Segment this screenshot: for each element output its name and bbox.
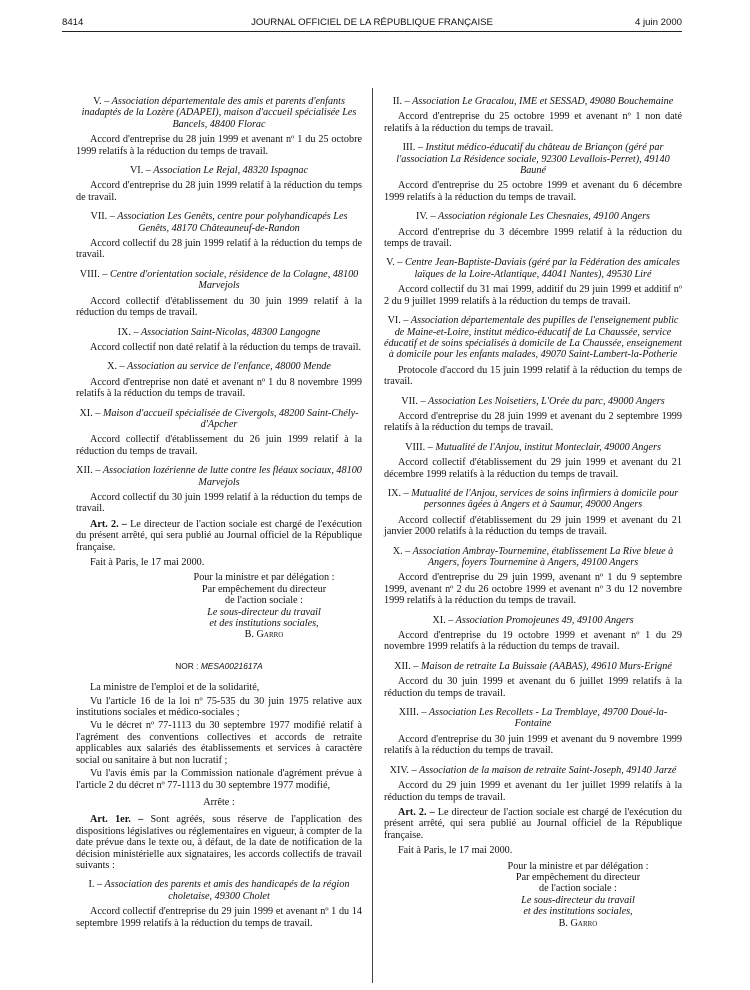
section-title: [76, 327, 362, 338]
nor-code: MESA0021617A: [200, 660, 263, 671]
section-title: [384, 442, 682, 453]
article-label: Art. 2. –: [398, 806, 435, 818]
article-label: Art. 2. –: [90, 518, 127, 530]
section-number: XI. –: [432, 614, 454, 626]
section-title-text: Association au service de l'enfance, 48000 Mende: [127, 361, 331, 373]
section-number: XII. –: [394, 660, 419, 672]
article-text: Le directeur de l'action sociale est chargé de l'exécution du présent arrêté, qui sera publié au Journal officiel de la République française.: [384, 806, 682, 841]
section-body: Accord d'entreprise du 30 juin 1999 et avenant du 9 novembre 1999 relatifs à la réduction du temps de travail.: [384, 733, 682, 757]
fait-a-paris: Fait à Paris, le 17 mai 2000.: [90, 557, 205, 568]
section-body: Accord collectif d'entreprise du 29 juin 1999 et avenant nº 1 du 14 septembre 1999 relatifs à la réduction du temps de travail.: [76, 906, 362, 929]
section-body: Accord collectif du 30 juin 1999 relatif à la réduction du temps de travail.: [76, 491, 362, 515]
signatory-name: B. Garro: [558, 917, 598, 929]
page-number: 8414: [62, 17, 84, 28]
section-title-text: Centre Jean-Baptiste-Daviais (géré par la Fédération des amicales laïques de la Loire-Atlantique, 44041 Nantes), 49530 Liré: [404, 257, 680, 280]
section-title: [76, 465, 362, 488]
section-title-text: Association Le Rejal, 48320 Ispagnac: [153, 165, 309, 177]
signature-line: Le sous-directeur du travail: [521, 894, 635, 906]
signature-block: [474, 861, 682, 929]
article-2-right: [384, 807, 682, 841]
journal-title: JOURNAL OFFICIEL DE LA RÉPUBLIQUE FRANÇAISE: [251, 17, 493, 28]
section-title-text: Maison d'accueil spécialisée de Civergols, 48200 Saint-Chély-d'Apcher: [102, 407, 359, 430]
section-number: XII. –: [76, 465, 101, 477]
section-body: Accord d'entreprise du 25 octobre 1999 et avenant du 6 décembre 1999 relatifs à la réduction du temps de travail.: [384, 180, 682, 203]
section-body: Accord collectif d'établissement du 30 juin 1999 relatif à la réduction du temps de travail.: [76, 295, 362, 319]
section-number: XI. –: [79, 407, 101, 419]
section-title-text: Centre d'orientation sociale, résidence de la Colagne, 48100 Marvejols: [110, 268, 359, 292]
section-number: VIII. –: [405, 441, 433, 453]
section-title: [384, 257, 682, 280]
signature-block: [166, 572, 362, 640]
section-body: Accord d'entreprise du 28 juin 1999 relatif à la réduction du temps de travail.: [76, 180, 362, 203]
signature-line: Pour la ministre et par délégation :: [507, 860, 649, 872]
arrete-heading: Arrête :: [203, 796, 235, 808]
signature-line: de l'action sociale :: [539, 883, 617, 895]
page-header: [62, 17, 682, 31]
right-column: [384, 88, 682, 929]
section-title: [384, 396, 682, 407]
decree-intro: La ministre de l'emploi et de la solidarité,: [90, 682, 260, 694]
column-divider: [372, 88, 373, 983]
section-title: [384, 315, 682, 361]
vu-paragraph: Vu l'article 16 de la loi nº 75-535 du 30 juin 1975 relative aux institutions sociales et médico-sociales ;: [76, 695, 362, 719]
section-title-text: Association Les Genêts, centre pour polyhandicapés Les Genêts, 48170 Châteauneuf-de-Randon: [117, 211, 348, 234]
article-1: [76, 814, 362, 871]
section-number: I. –: [88, 879, 103, 891]
section-title-text: Mutualité de l'Anjou, institut Monteclair, 49000 Angers: [435, 441, 661, 453]
article-2-left: [76, 519, 362, 553]
signature-line: Pour la ministre et par délégation :: [193, 572, 335, 584]
nor-label: NOR :: [175, 660, 199, 671]
section-title: [76, 361, 362, 372]
signature-line: Le sous-directeur du travail: [207, 606, 321, 618]
section-title: [76, 879, 362, 902]
section-title: [384, 142, 682, 176]
section-body: Accord d'entreprise du 3 décembre 1999 relatif à la réduction du temps de travail.: [384, 226, 682, 250]
section-body: Accord d'entreprise du 25 octobre 1999 et avenant nº 1 non daté relatifs à la réduction du temps de travail.: [384, 111, 682, 134]
header-rule: [62, 31, 682, 32]
section-title-text: Mutualité de l'Anjou, services de soins infirmiers à domicile pour personnes âgées à Angers et à Saumur, 49000 Angers: [411, 487, 679, 511]
section-title-text: Association Le Gracalou, IME et SESSAD, 49080 Bouchemaine: [412, 96, 674, 107]
section-number: XIII. –: [398, 707, 427, 719]
section-title: [76, 269, 362, 292]
signature-line: Par empêchement du directeur: [515, 871, 641, 883]
section-body: Accord d'entreprise du 19 octobre 1999 et avenant nº 1 du 29 novembre 1999 relatifs à la réduction du temps de travail.: [384, 630, 682, 653]
section-body: Accord collectif du 28 juin 1999 relatif à la réduction du temps de travail.: [76, 238, 362, 261]
section-number: III. –: [402, 142, 423, 154]
section-body: Accord collectif non daté relatif à la réduction du temps de travail.: [90, 341, 361, 353]
section-number: V. –: [386, 257, 403, 269]
section-body: Accord d'entreprise du 28 juin 1999 et avenant du 2 septembre 1999 relatifs à la réduction du temps de travail.: [384, 410, 682, 434]
section-title-text: Association Les Noisetiers, L'Orée du parc, 49000 Angers: [427, 395, 665, 407]
section-title: [384, 707, 682, 730]
nor-reference: [76, 661, 362, 672]
section-title: [384, 96, 682, 107]
section-number: V. –: [93, 96, 110, 107]
section-number: VII. –: [90, 211, 115, 223]
section-body: Accord collectif d'établissement du 29 juin 1999 et avenant du 21 décembre 1999 relatifs à la réduction du temps de travail.: [384, 457, 682, 480]
signature-line: Par empêchement du directeur: [201, 583, 327, 595]
section-number: VI. –: [129, 165, 151, 177]
section-title-text: Association lozérienne de lutte contre les fléaux sociaux, 48100 Marvejols: [102, 465, 362, 488]
article-label: Art. 1er. –: [90, 814, 144, 826]
vu-paragraph: Vu l'avis émis par la Commission nationale d'agrément prévue à l'article 2 du décret nº 77-1113 du 30 septembre 1977 modifié,: [76, 768, 362, 791]
section-body: Accord d'entreprise non daté et avenant nº 1 du 8 novembre 1999 relatifs à la réduction du temps de travail.: [76, 376, 362, 400]
section-number: X. –: [107, 361, 125, 373]
article-text: Sont agréés, sous réserve de l'application des dispositions législatives ou réglementaires en vigueur, à compter de la date prévue dans le texte ou, à défaut, de la date de notification de la décision ministérielle aux signataires, les accords collectifs de travail suivants :: [76, 814, 362, 871]
section-title-text: Association départementale des pupilles de l'enseignement public de Maine-et-Loire, institut médico-éducatif de La Chaussée, service éducatif et de soins spécialisés à domicile de La Chaussée, enseignement à domicile pour les enfants malades, 49070 Saint-Lambert-la-Potherie: [384, 315, 682, 361]
section-title-text: Association Promojeunes 49, 49100 Angers: [455, 614, 634, 626]
section-title-text: Association départementale des amis et parents d'enfants inadaptés de la Lozère (ADAPEI), maison d'accueil spécialisée Les Bancels, 48400 Florac: [81, 96, 357, 130]
vu-paragraph: Vu le décret nº 77-1113 du 30 septembre 1977 modifié relatif à l'agrément des conventions collectives et accords de retraite applicables aux salariés des établissements et services à caractère social ou sanitaire à but non lucratif ;: [76, 720, 362, 766]
section-title: [384, 615, 682, 626]
section-number: XIV. –: [389, 764, 417, 776]
section-number: VI. –: [387, 315, 409, 327]
section-number: VIII. –: [79, 268, 108, 280]
section-body: Protocole d'accord du 15 juin 1999 relatif à la réduction du temps de travail.: [384, 364, 682, 388]
section-title-text: Association de la maison de retraite Saint-Joseph, 49140 Jarzé: [418, 764, 677, 776]
left-sections: [76, 96, 362, 515]
section-title: [76, 165, 362, 176]
section-title-text: Association Saint-Nicolas, 48300 Langogne: [140, 326, 321, 338]
section-title: [384, 661, 682, 672]
section-number: VII. –: [401, 395, 426, 407]
left-column: [76, 88, 362, 931]
section-title: [384, 488, 682, 511]
section-title-text: Association des parents et amis des handicapés de la région choletaise, 49300 Cholet: [104, 879, 350, 902]
section-title-text: Maison de retraite La Buissaie (AABAS), 49610 Murs-Erigné: [421, 660, 672, 672]
signature-line: et des institutions sociales,: [523, 906, 633, 918]
issue-date: 4 juin 2000: [635, 17, 682, 28]
section-title: [76, 96, 362, 130]
section-title-text: Association Les Recollets - La Tremblaye, 49700 Doué-la-Fontaine: [428, 707, 668, 730]
section-body: Accord collectif d'établissement du 29 juin 1999 et avenant du 21 janvier 2000 relatifs à la réduction du temps de travail.: [384, 514, 682, 538]
section-title: [76, 408, 362, 431]
right-sections: [384, 96, 682, 803]
section-title-text: Association régionale Les Chesnaies, 49100 Angers: [437, 211, 651, 223]
signature-line: de l'action sociale :: [225, 595, 303, 607]
section-body: Accord d'entreprise du 28 juin 1999 et avenant nº 1 du 25 octobre 1999 relatifs à la réduction du temps de travail.: [76, 134, 362, 157]
section-body: Accord du 30 juin 1999 et avenant du 6 juillet 1999 relatifs à la réduction du temps de travail.: [384, 676, 682, 699]
section-body: Accord d'entreprise du 29 juin 1999, avenant nº 1 du 9 septembre 1999, avenant nº 2 du 26 octobre 1999 et avenant nº 3 du 12 novembre 1999 relatifs à la réduction du temps de travail.: [384, 572, 682, 607]
section-body: Accord collectif du 31 mai 1999, additif du 29 juin 1999 et additif nº 2 du 9 juillet 1999 relatifs à la réduction du temps de travail.: [384, 284, 682, 307]
section-title-text: Institut médico-éducatif du château de Briançon (géré par l'association La Résidence sociale, 92300 Levallois-Perret), 49140 Bauné: [396, 142, 670, 177]
section-title: [76, 211, 362, 234]
section-number: X. –: [392, 545, 411, 557]
fait-a-paris: Fait à Paris, le 17 mai 2000.: [398, 845, 513, 857]
section-body: Accord du 29 juin 1999 et avenant du 1er juillet 1999 relatifs à la réduction du temps de travail.: [384, 780, 682, 803]
section-body: Accord collectif d'établissement du 26 juin 1999 relatif à la réduction du temps de travail.: [76, 434, 362, 457]
section-title-text: Association Ambray-Tournemine, établissement La Rive bleue à Angers, foyers Tournemine à Angers, 49100 Angers: [412, 545, 674, 568]
section-number: IV. –: [415, 211, 436, 223]
section-number: IX. –: [117, 326, 139, 338]
signatory-name: B. Garro: [244, 629, 284, 641]
section-number: II. –: [392, 96, 410, 107]
section-title: [384, 211, 682, 222]
article-text: Le directeur de l'action sociale est chargé de l'exécution du présent arrêté, qui sera publié au Journal officiel de la République française.: [76, 518, 363, 553]
section-title: [384, 765, 682, 776]
section-title: [384, 546, 682, 569]
signature-line: et des institutions sociales,: [209, 618, 319, 630]
section-number: IX. –: [387, 487, 409, 499]
